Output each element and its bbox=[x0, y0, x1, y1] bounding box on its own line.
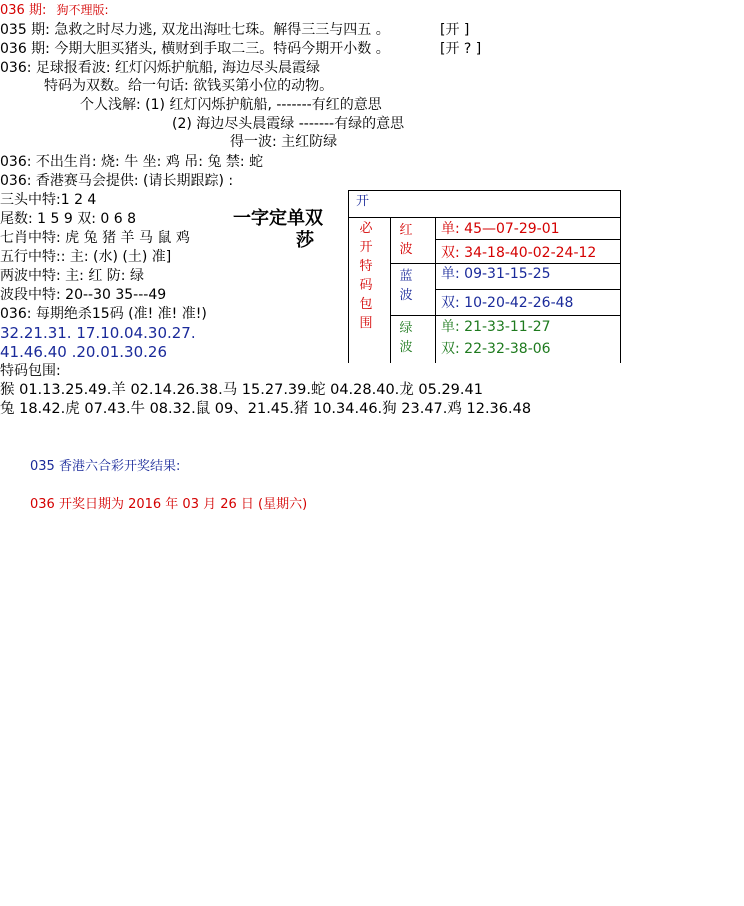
blue-odd-numbers: 单: 09-31-15-25 bbox=[441, 266, 551, 282]
green-even-numbers: 双: 22-32-38-06 bbox=[441, 341, 551, 357]
interpretation-2: (2) 海边尽头晨霞绿 -------有绿的意思 bbox=[172, 116, 405, 132]
box-vertical-label: 必开特码包围 bbox=[359, 221, 373, 331]
draw-date: 036 开奖日期为 2016 年 03 月 26 日 (星期六) bbox=[30, 497, 308, 512]
green-odd-numbers: 单: 21-33-11-27 bbox=[441, 319, 551, 335]
green-wave-label: 绿波 bbox=[399, 321, 413, 355]
riddle-036-text: 036 期: 今期大胆买猪头, 横财到手取二三。特码今期开小数 。 bbox=[0, 41, 390, 57]
result-bracket-035: [开 ] bbox=[440, 22, 470, 38]
special-code-title: 特码包围: bbox=[0, 363, 61, 379]
result-bracket-036: [开 ? ] bbox=[440, 41, 482, 57]
zodiac-numbers-2: 兔 18.42.虎 07.43.牛 08.32.鼠 09、21.45.猪 10.34.46.狗 23.47.鸡 12.36.48 bbox=[0, 401, 532, 417]
result-heading: 035 香港六合彩开奖结果: bbox=[30, 459, 181, 474]
blue-even-numbers: 双: 10-20-42-26-48 bbox=[441, 295, 574, 311]
wave-conclusion: 得一波: 主红防绿 bbox=[230, 134, 338, 150]
odd-even-title-tail: 莎 bbox=[296, 230, 314, 251]
red-wave-label: 红波 bbox=[399, 223, 413, 257]
two-waves: 两波中特: 主: 红 防: 绿 bbox=[0, 268, 144, 284]
interpretation-1: 个人浅解: (1) 红灯闪烁护航船, -------有红的意思 bbox=[80, 97, 382, 113]
football-clue: 036: 足球报看波: 红灯闪烁护航船, 海边尽头晨霞绿 bbox=[0, 60, 320, 76]
riddle-035-text: 035 期: 急救之时尽力逃, 双龙出海吐七珠。解得三三与四五 。 bbox=[0, 22, 390, 38]
edition-title: 狗不理版: bbox=[56, 3, 109, 17]
zodiac-numbers-1: 猴 01.13.25.49.羊 02.14.26.38.马 15.27.39.蛇 04.28.40.龙 05.29.41 bbox=[0, 382, 483, 398]
tail-numbers: 尾数: 1 5 9 双: 0 6 8 bbox=[0, 211, 137, 227]
special-code-hint: 特码为双数。给一句话: 欲钱买第小位的动物。 bbox=[44, 78, 334, 94]
kill-numbers-1: 32.21.31. 17.10.04.30.27. bbox=[0, 324, 196, 342]
odd-even-title: 一字定单双 bbox=[233, 208, 323, 229]
kill-15-title: 036: 每期绝杀15码 (准! 准! 准!) bbox=[0, 306, 207, 322]
issue-number: 036 期: bbox=[0, 3, 47, 18]
blue-wave-label: 蓝波 bbox=[399, 269, 413, 303]
wave-range: 波段中特: 20--30 35---49 bbox=[0, 287, 167, 303]
line-035-riddle bbox=[0, 22, 390, 39]
line-036-riddle bbox=[0, 41, 390, 58]
five-elements: 五行中特:: 主: (水) (土) 准] bbox=[0, 249, 172, 265]
kill-numbers-2: 41.46.40 .20.01.30.26 bbox=[0, 343, 167, 361]
excluded-zodiac: 036: 不出生肖: 烧: 牛 坐: 鸡 吊: 兔 禁: 蛇 bbox=[0, 154, 264, 170]
red-even-numbers: 双: 34-18-40-02-24-12 bbox=[441, 245, 597, 261]
top-head: 三头中特:1 2 4 bbox=[0, 192, 97, 208]
seven-zodiac: 七肖中特: 虎 兔 猪 羊 马 鼠 鸡 bbox=[0, 230, 190, 246]
issue-label bbox=[0, 2, 109, 19]
jockey-club-line: 036: 香港赛马会提供: (请长期跟踪) : bbox=[0, 173, 234, 189]
red-odd-numbers: 单: 45—07-29-01 bbox=[441, 221, 560, 237]
prediction-box bbox=[348, 190, 621, 363]
box-header: 开 bbox=[356, 194, 370, 209]
